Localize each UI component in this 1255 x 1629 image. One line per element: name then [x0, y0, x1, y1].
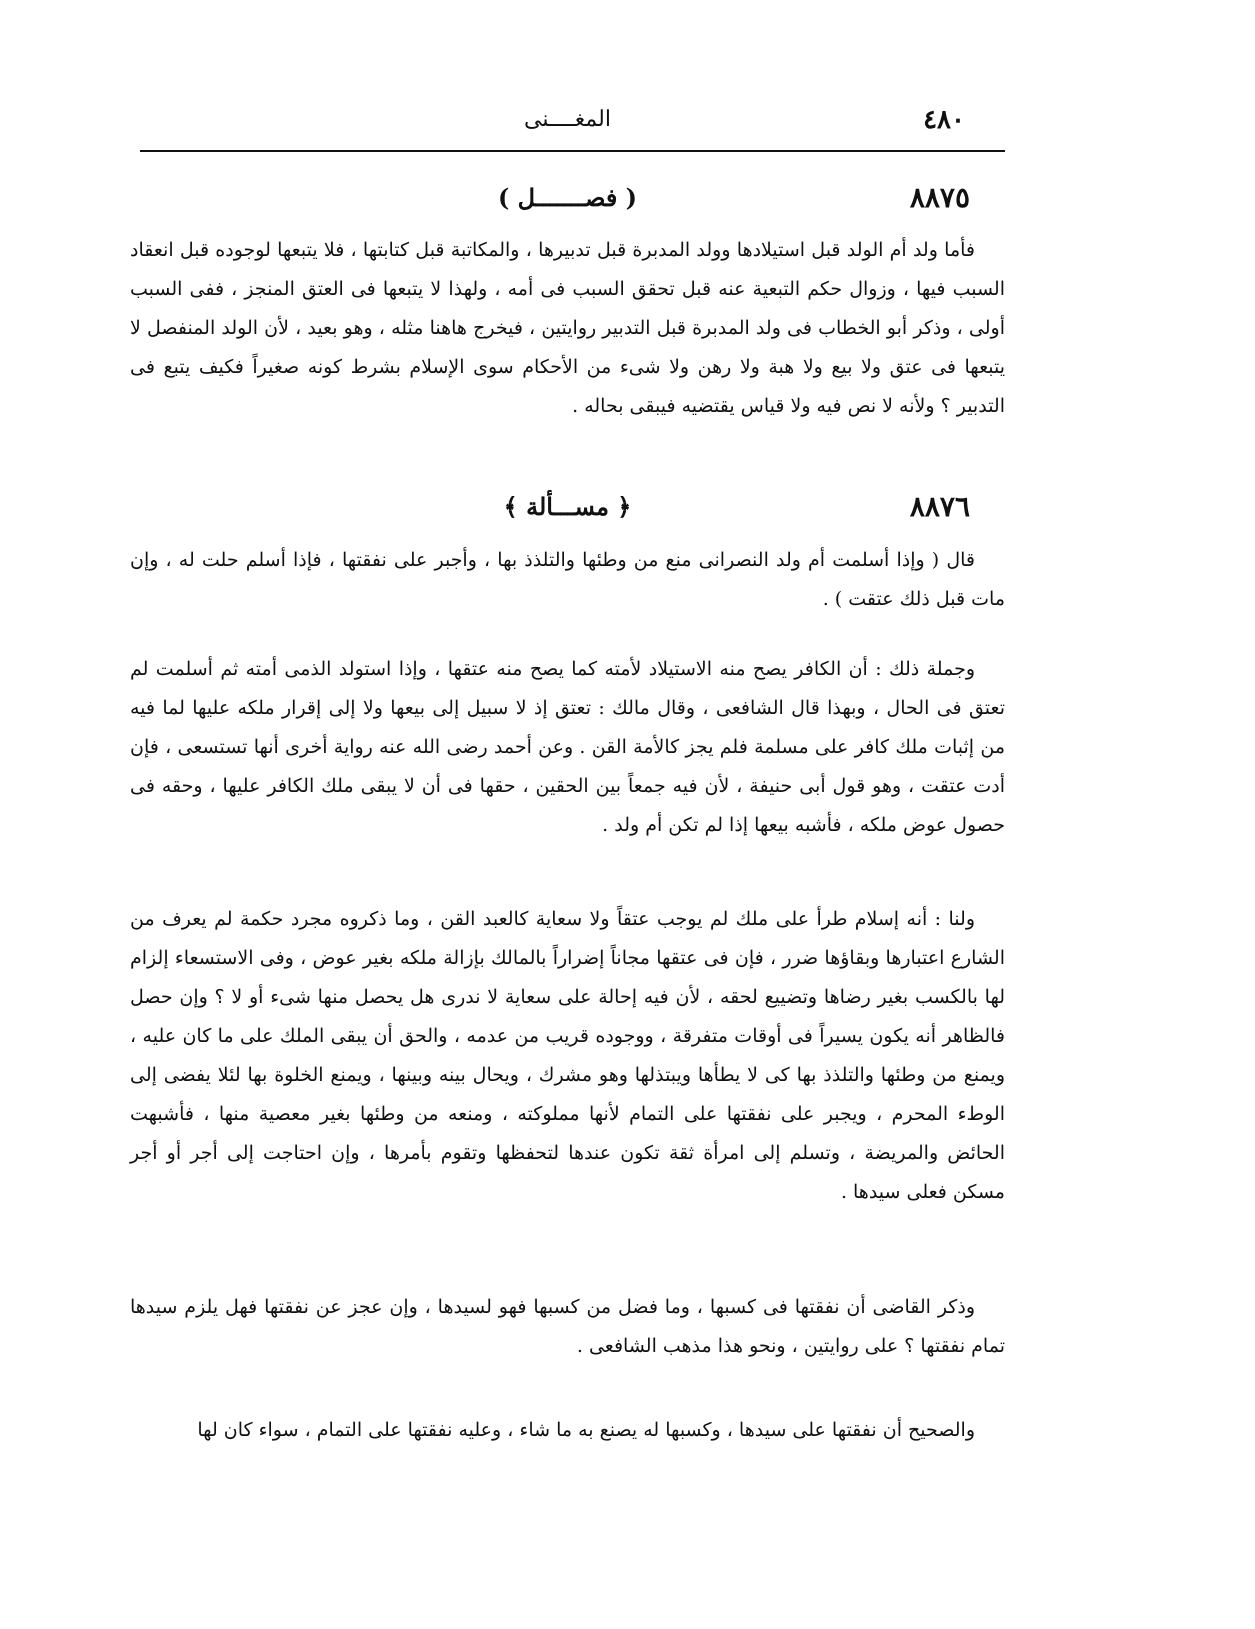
running-title: المغــــنى: [524, 107, 611, 132]
paragraph: فأما ولد أم الولد قبل استيلادها وولد المدبرة قبل تدبيرها ، والمكاتبة قبل كتابتها ، فلا يتبعها لوجوده قبل انعقاد السبب فيها ، وزوال حكم التبعية عنه قبل تحقق السبب فى أمه ، ولهذا لا يتبعها فى العتق المنجز ، ففى السبب أولى ، وذكر أبو الخطاب فى ولد المدبرة قبل التدبير روايتين ، فيخرج هاهنا مثله ، وهو بعيد ، لأن الولد المنفصل لا يتبعها فى عتق ولا بيع ولا هبة ولا رهن ولا شىء من الأحكام سوى الإسلام بشرط كونه صغيراً فكيف يتبع فى التدبير ؟ ولأنه لا نص فيه ولا قياس يقتضيه فيبقى بحاله .: [130, 239, 1005, 417]
paragraph: وجملة ذلك : أن الكافر يصح منه الاستيلاد لأمته كما يصح منه عتقها ، وإذا استولد الذمى أمته ثم أسلمت لم تعتق فى الحال ، وبهذا قال الشافعى ، وقال مالك : تعتق إذ لا سبيل إلى بيعها ولا إلى إقرار ملكه عليها لما فيه من إثبات ملك كافر على مسلمة فلم يجز كالأمة القن . وعن أحمد رضى الله عنه رواية أخرى أنها تستسعى ، فإن أدت عتقت ، وهو قول أبى حنيفة ، لأن فيه جمعاً بين الحقين ، حقها فى أن لا يبقى ملك الكافر عليها ، وحقه فى حصول عوض ملكه ، فأشبه بيعها إذا لم تكن أم ولد .: [130, 658, 1005, 836]
header-rule: [140, 150, 1005, 152]
paragraph: قال ( وإذا أسلمت أم ولد النصرانى منع من وطئها والتلذذ بها ، وأجبر على نفقتها ، فإذا أسلم حلت له ، وإن مات قبل ذلك عتقت ) .: [130, 549, 1005, 610]
paragraph: وذكر القاضى أن نفقتها فى كسبها ، وما فضل من كسبها فهو لسيدها ، وإن عجز عن نفقتها فهل يلزم سيدها تمام نفقتها ؟ على روايتين ، ونحو هذا مذهب الشافعى .: [130, 1296, 1005, 1357]
book-page: [130, 95, 1005, 1575]
section-label: ﴿ مســـألة ﴾: [503, 492, 632, 521]
section-label: ( فصـــــــل ): [497, 183, 638, 212]
section-heading: [130, 181, 1005, 221]
page-header: [130, 105, 1005, 145]
paragraph: ولنا : أنه إسلام طرأ على ملك لم يوجب عتقاً ولا سعاية كالعبد القن ، وما ذكروه مجرد حكمة لم يعرف من الشارع اعتبارها وبقاؤها ضرر ، فإن فى عتقها مجاناً إضراراً بالمالك بإزالة ملكه بغير عوض ، وفى الاستسعاء إلزام لها بالكسب بغير رضاها وتضييع لحقه ، لأن فيه إحالة على سعاية لا ندرى هل يحصل منها شىء أو لا ؟ وإن حصل فالظاهر أنه يكون يسيراً فى أوقات متفرقة ، ووجوده قريب من عدمه ، والحق أن يبقى الملك على ما كان عليه ، ويمنع من وطئها والتلذذ بها كى لا يطأها ويبتذلها وهو مشرك ، ويحال بينه وبينها ، ويمنع الخلوة بها لئلا يفضى إلى الوطء المحرم ، ويجبر على نفقتها على التمام لأنها مملوكته ، ومنعه من وطئها بغير معصية منها ، فأشبهت الحائض والمريضة ، وتسلم إلى امرأة ثقة تكون عندها لتحفظها وتقوم بأمرها ، وإن احتاجت إلى أجر أو أجر مسكن فعلى سيدها .: [130, 908, 1005, 1203]
section-number: ٨٨٧٦: [909, 490, 970, 523]
paragraph: والصحيح أن نفقتها على سيدها ، وكسبها له يصنع به ما شاء ، وعليه نفقتها على التمام ، سواء كان لها: [197, 1419, 975, 1441]
page-number: ٤٨٠: [923, 105, 965, 135]
section-heading: [130, 490, 1005, 530]
section-number: ٨٨٧٥: [909, 181, 970, 214]
